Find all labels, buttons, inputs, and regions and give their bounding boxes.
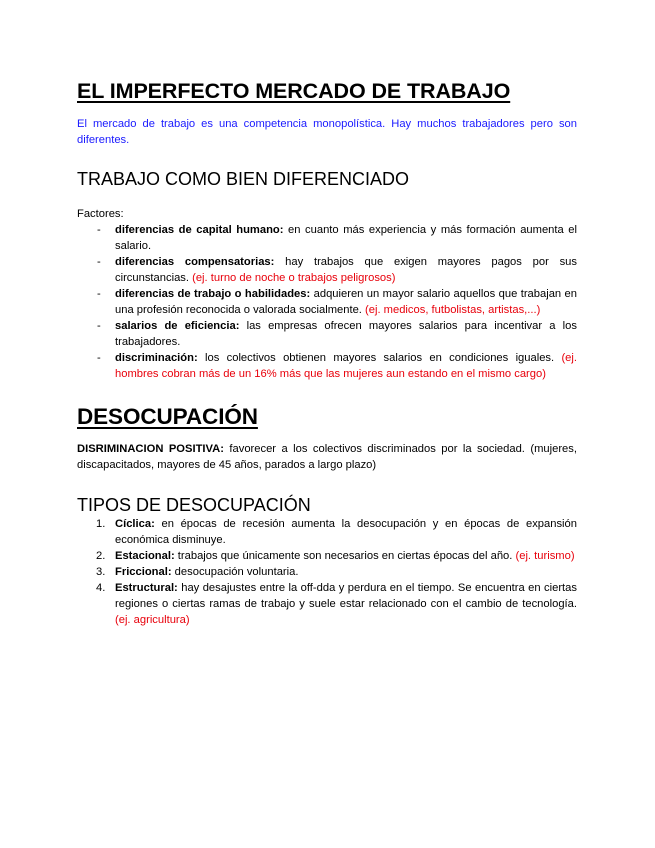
item-text: en épocas de recesión aumenta la desocupación y en épocas de expansión económica disminuye. — [115, 518, 577, 546]
section-heading-trabajo: TRABAJO COMO BIEN DIFERENCIADO — [77, 169, 410, 189]
item-term: Friccional: — [115, 566, 172, 578]
bullet-marker: - — [97, 352, 101, 364]
item-text: trabajos que únicamente son necesarios en ciertas épocas del año. — [174, 550, 516, 562]
list-item — [77, 318, 577, 350]
number-marker: 2. — [96, 550, 106, 562]
list-item — [77, 254, 577, 286]
item-text: los colectivos obtienen mayores salarios en condiciones iguales. — [197, 352, 562, 364]
item-term: salarios de eficiencia: — [115, 320, 240, 332]
item-example: (ej. turismo) — [515, 550, 575, 562]
intro-paragraph: El mercado de trabajo es una competencia monopolística. Hay muchos trabajadores pero son diferentes. — [77, 118, 577, 146]
list-item — [77, 564, 577, 580]
item-text: desocupación voluntaria. — [171, 566, 299, 578]
item-text: en cuanto más experiencia y más formación aumenta el salario. — [115, 224, 577, 252]
bullet-marker: - — [97, 320, 101, 332]
tipos-list — [77, 516, 577, 628]
bullet-marker: - — [97, 224, 101, 236]
item-term: Estructural: — [115, 582, 178, 594]
item-term: diferencias de capital humano: — [115, 224, 284, 236]
list-item — [77, 350, 577, 382]
item-term: Estacional: — [115, 550, 175, 562]
number-marker: 3. — [96, 566, 106, 578]
item-example: (ej. hombres cobran más de un 16% más que las mujeres aun estando en el mismo cargo) — [115, 352, 577, 380]
bullet-marker: - — [97, 256, 101, 268]
number-marker: 4. — [96, 582, 106, 594]
section-heading-desocupacion: DESOCUPACIÓN — [77, 404, 258, 429]
item-example: (ej. medicos, futbolistas, artistas,...) — [365, 304, 541, 316]
factores-list — [77, 222, 577, 382]
item-text: adquieren un mayor salario aquellos que trabajan en una profesión reconocida o valorada socialmente. — [115, 288, 577, 316]
section-heading-tipos: TIPOS DE DESOCUPACIÓN — [77, 495, 311, 515]
list-item — [77, 548, 577, 564]
list-item — [77, 516, 577, 548]
item-term: Cíclica: — [115, 518, 155, 530]
document-title: EL IMPERFECTO MERCADO DE TRABAJO — [77, 79, 511, 103]
item-term: discriminación: — [115, 352, 198, 364]
item-text: las empresas ofrecen mayores salarios para incentivar a los trabajadores. — [115, 320, 577, 348]
item-example: (ej. agricultura) — [115, 614, 190, 626]
discriminacion-positiva-paragraph — [77, 441, 577, 473]
disc-text: favorecer a los colectivos discriminados por la sociedad. (mujeres, discapacitados, mayores de 45 años, parados a largo plazo) — [77, 443, 577, 471]
list-item — [77, 286, 577, 318]
disc-term: DISRIMINACION POSITIVA: — [77, 443, 224, 455]
item-example: (ej. turno de noche o trabajos peligrosos) — [192, 272, 396, 284]
number-marker: 1. — [96, 518, 106, 530]
item-text: hay desajustes entre la off-dda y perdura en el tiempo. Se encuentra en ciertas regiones o ciertas ramas de trabajo y suele estar relacionado con el cambio de tecnología. — [115, 582, 577, 610]
list-item — [77, 580, 577, 628]
factores-label: Factores: — [77, 208, 124, 220]
item-term: diferencias de trabajo o habilidades: — [115, 288, 311, 300]
list-item — [77, 222, 577, 254]
item-text: hay trabajos que exigen mayores pagos por sus circunstancias. — [115, 256, 577, 284]
bullet-marker: - — [97, 288, 101, 300]
item-term: diferencias compensatorias: — [115, 256, 275, 268]
